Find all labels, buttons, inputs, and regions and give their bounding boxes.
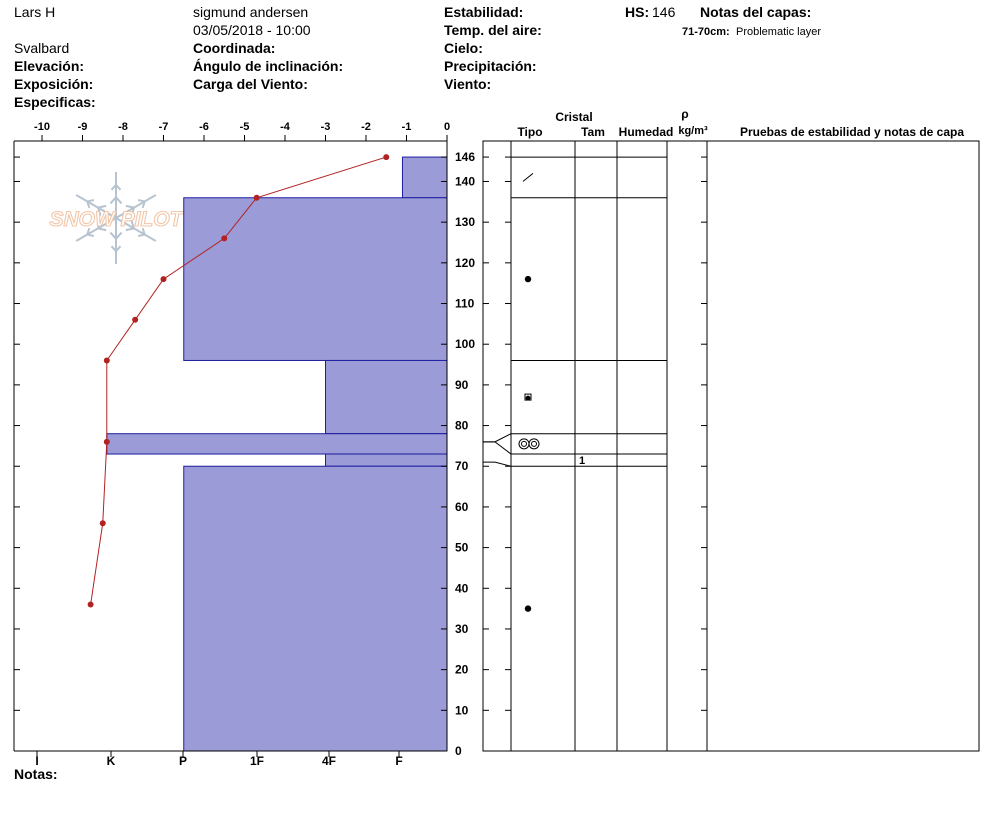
rho-header: ρ [681,107,689,121]
hs-label: HS: [625,4,650,20]
hardness-tick-label: P [178,754,188,768]
temp-tick-label: -10 [34,121,50,133]
temp-tick-label: -7 [158,121,169,133]
height-tick-label: 50 [455,540,469,555]
density-unit-header: kg/m³ [678,125,708,137]
temperature-point [88,602,94,608]
height-tick-label: 146 [455,150,476,165]
height-tick-label: 110 [455,296,475,311]
snowflake-branch [138,200,145,201]
specifics-label: Especificas: [14,94,96,110]
height-tick-label: 70 [455,459,469,474]
hardness-tick-label: 4F [321,754,337,768]
hardness-layer-4 [326,454,448,466]
hardness-tick-label: I [35,754,39,768]
grain-melt-freeze-icon [525,605,531,611]
hardness-layer-5 [184,466,447,751]
height-tick-label: 140 [455,174,476,189]
precipitation-label: Precipitación: [444,58,537,74]
boundary-connector [483,434,511,442]
hardness-layer-3 [107,434,447,454]
height-tick-label: 120 [455,255,476,270]
wind-load-label: Carga del Viento: [193,76,308,92]
height-tick-label: 100 [455,337,476,352]
layer-note-text: Problematic layer [736,26,821,38]
hs-value: 146 [652,4,676,20]
layer-notes-title: Notas del capas: [700,4,812,20]
air-temp-label: Temp. del aire: [444,22,542,38]
hardness-tick-label: K [106,754,116,768]
temp-tick-label: -5 [239,121,250,133]
temperature-point [104,357,110,363]
temperature-point [132,317,138,323]
temperature-point [100,520,106,526]
hardness-layer-1 [184,198,447,361]
elevation-label: Elevación: [14,58,85,74]
hardness-tick-label: 1F [249,754,265,768]
boundary-connector [483,442,511,454]
grain-surface-hoar-inner-icon [532,441,537,446]
temp-tick-label: 0 [443,121,451,133]
observer-name: Lars H [14,4,56,20]
moisture-header: Humedad [618,125,674,139]
height-tick-label: 80 [455,418,469,433]
temperature-point [383,154,389,160]
type-header: Tipo [517,125,543,139]
temp-tick-label: -3 [320,121,331,133]
notes-label: Notas: [14,766,58,782]
temp-tick-label: -1 [401,121,412,133]
layer-note-range: 71-70cm: [682,26,730,38]
temperature-point [254,195,260,201]
temperature-point [104,439,110,445]
temp-tick-label: -6 [199,121,209,133]
tests-header: Pruebas de estabilidad y notas de capa [739,125,965,139]
author-name: sigmund andersen [193,4,309,20]
coordinate-label: Coordinada: [193,40,276,56]
temp-tick-label: -9 [77,121,88,133]
size-header: Tam [581,125,605,139]
sky-label: Cielo: [444,40,483,56]
aspect-label: Exposición: [14,76,94,92]
snowpilot-logo-text: SNOW PILOT [49,208,183,231]
temp-tick-label: -4 [280,121,290,133]
wind-label: Viento: [444,76,492,92]
height-tick-label: 0 [455,744,462,758]
temperature-point [221,235,227,241]
layer-size-value: 1 [579,455,586,468]
height-tick-label: 30 [455,621,469,636]
crystal-header: Cristal [555,110,593,124]
hardness-layer-0 [402,157,447,198]
snowflake-branch [87,235,94,236]
location: Svalbard [14,40,70,56]
height-tick-label: 40 [455,581,469,596]
snowpilot-logo [50,172,185,264]
height-tick-label: 10 [455,703,469,718]
temp-tick-label: -8 [118,121,128,133]
layer-table-frame [483,141,979,751]
grain-mixed-dot-icon [526,396,531,401]
height-tick-label: 130 [455,215,476,230]
slope-angle-label: Ángulo de inclinación: [193,58,344,74]
grain-faceted-icon [523,173,533,181]
height-tick-label: 60 [455,499,469,514]
height-tick-label: 20 [455,662,469,677]
boundary-connector [483,462,511,466]
height-tick-label: 90 [455,377,469,392]
hardness-tick-label: F [395,754,403,768]
temperature-point [161,276,167,282]
grain-surface-hoar-icon [529,439,539,449]
grain-surface-hoar-icon [519,439,529,449]
grain-surface-hoar-inner-icon [522,441,527,446]
temp-tick-label: -2 [361,121,371,133]
hardness-layer-2 [326,360,448,433]
stability-label: Estabilidad: [444,4,524,20]
observation-datetime: 03/05/2018 - 10:00 [193,22,311,38]
grain-melt-freeze-icon [525,276,531,282]
